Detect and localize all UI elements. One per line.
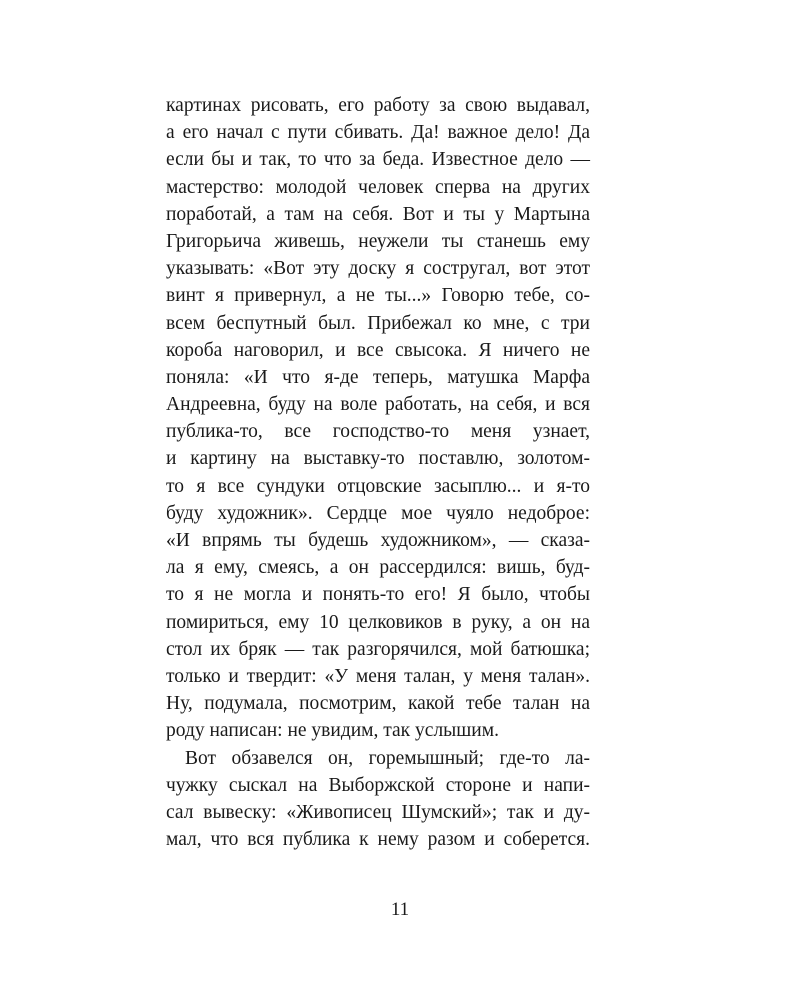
text-line: Ну, подумала, посмотрим, какой тебе талан на xyxy=(166,693,590,715)
text-line: всем беспутный был. Прибежал ко мне, с три xyxy=(166,312,590,334)
text-line: публика-то, все господство-то меня узнает, xyxy=(166,421,590,443)
text-line: короба наговорил, и все свысока. Я ничего не xyxy=(166,339,590,361)
text-line: чужку сыскал на Выборжской стороне и напи- xyxy=(166,774,590,796)
paragraph xyxy=(166,745,590,854)
text-line: указывать: «Вот эту доску я состругал, вот этот xyxy=(166,258,590,280)
text-block xyxy=(166,92,590,853)
text-line: картинах рисовать, его работу за свою выдавал, xyxy=(166,95,590,116)
text-line: ла я ему, смеясь, а он рассердился: вишь, буд- xyxy=(166,557,590,579)
page-number: 11 xyxy=(390,899,410,920)
text-line: роду написан: не увидим, так услышим. xyxy=(166,720,499,742)
text-line: если бы и так, то что за беда. Известное дело — xyxy=(166,149,590,171)
text-line: «И впрямь ты будешь художником», — сказа- xyxy=(166,530,590,551)
text-line: поняла: «И что я-де теперь, матушка Марфа xyxy=(166,366,590,388)
paragraph xyxy=(166,92,590,745)
text-line: то я все сундуки отцовские засыплю... и я-то xyxy=(166,475,590,497)
text-line: винт я привернул, а не ты...» Говорю тебе, со- xyxy=(166,285,590,307)
text-line: сал вывеску: «Живописец Шумский»; так и ду- xyxy=(166,801,590,823)
text-line: то я не могла и понять-то его! Я было, чтобы xyxy=(166,584,590,606)
text-line: помириться, ему 10 целковиков в руку, а он на xyxy=(166,611,590,633)
text-line: Андреевна, буду на воле работать, на себя, и вся xyxy=(166,394,590,416)
text-line: стол их бряк — так разгорячился, мой батюшка; xyxy=(166,638,590,660)
text-line: мастерство: молодой человек сперва на других xyxy=(166,176,590,198)
text-line: и картину на выставку-то поставлю, золотом- xyxy=(166,448,590,470)
text-line: поработай, а там на себя. Вот и ты у Мартына xyxy=(166,203,590,225)
text-line: Вот обзавелся он, горемышный; где-то ла- xyxy=(185,747,590,769)
text-line: а его начал с пути сбивать. Да! важное дело! Да xyxy=(166,122,590,144)
text-line: мал, что вся публика к нему разом и соберется. xyxy=(166,829,590,851)
text-line: Григорьича живешь, неужели ты станешь ему xyxy=(166,230,590,252)
text-line: только и твердит: «У меня талан, у меня талан». xyxy=(166,665,590,687)
text-line: буду художник». Сердце мое чуяло недоброе: xyxy=(166,502,590,524)
